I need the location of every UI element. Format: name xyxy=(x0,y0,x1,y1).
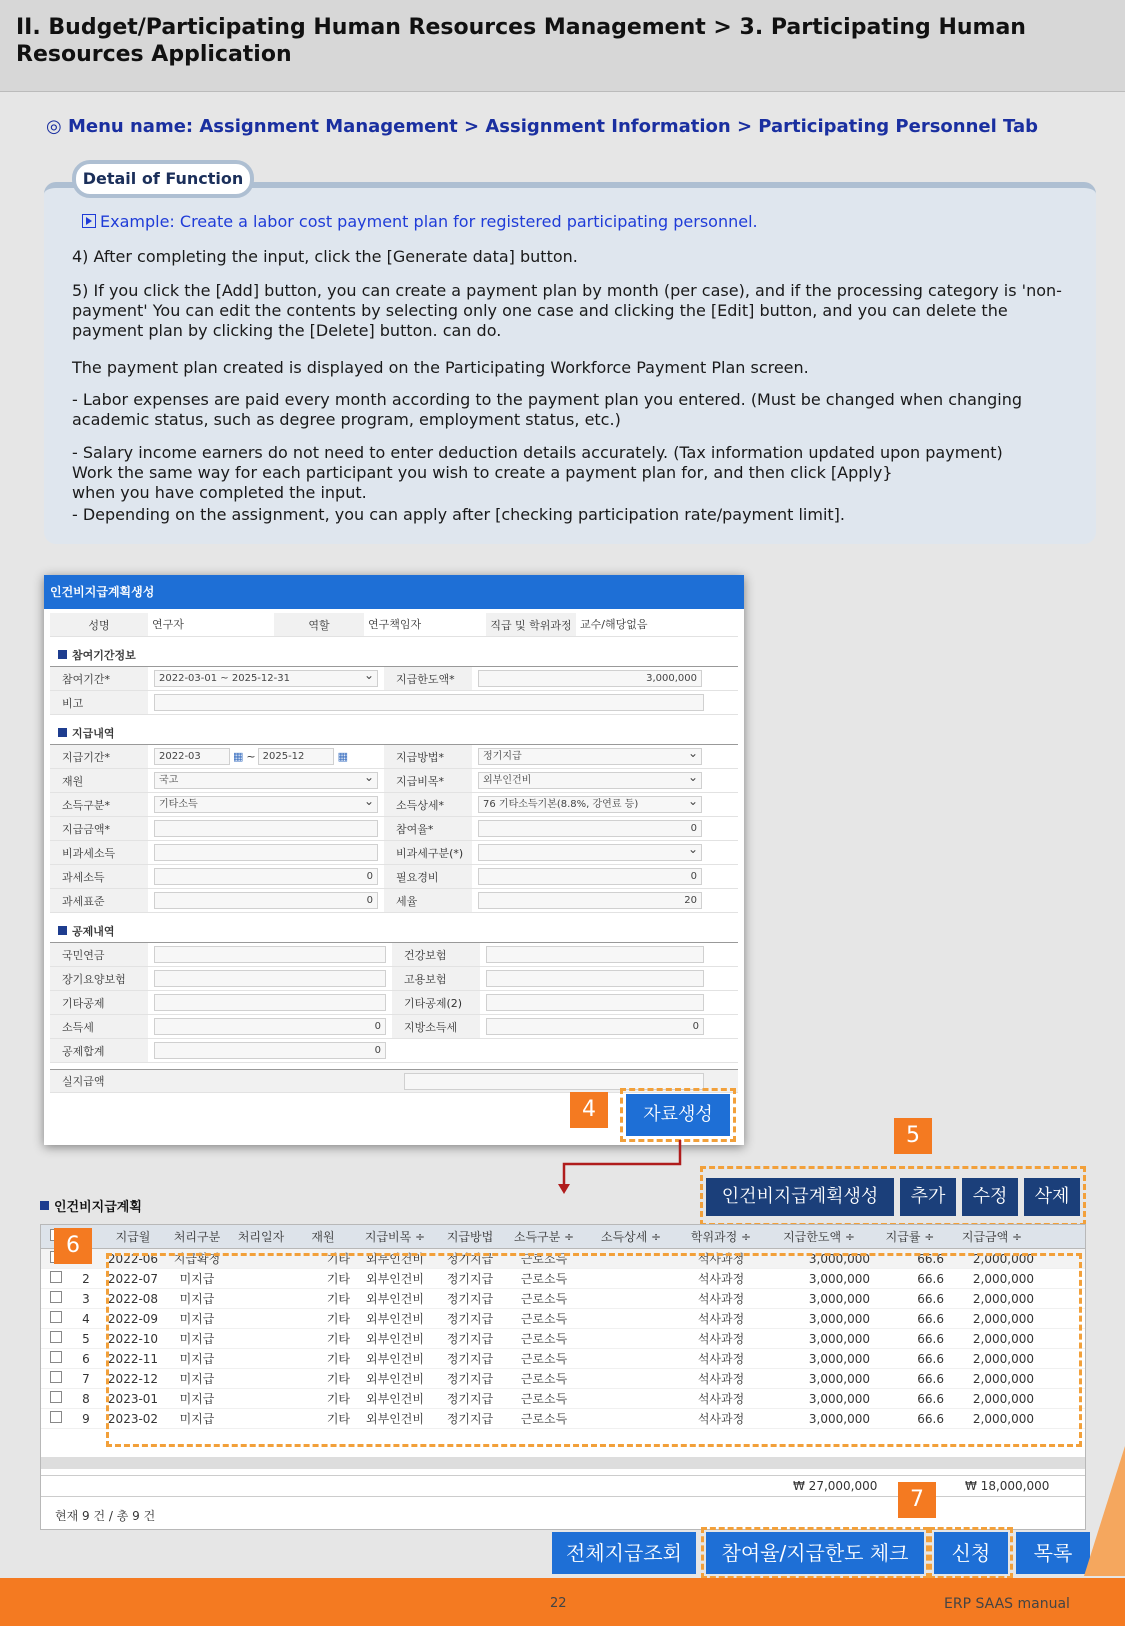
note3a-text: - Salary income earners do not need to enter deduction details accurately. (Tax information updated upon payment) xyxy=(72,443,1003,462)
pension-input[interactable] xyxy=(154,946,386,963)
checkbox-cell xyxy=(41,1351,71,1366)
employ-label: 고용보험 xyxy=(392,967,480,990)
cell-rate: 66.6 xyxy=(917,1411,944,1426)
pay-item-select[interactable]: 외부인건비 ⌄ xyxy=(478,772,702,789)
localtax-input[interactable]: 0 xyxy=(486,1018,704,1035)
cell-item: 외부인건비 xyxy=(366,1312,424,1326)
cell-item: 외부인건비 xyxy=(366,1392,424,1406)
col-income[interactable]: 소득구분 ÷ xyxy=(513,1230,575,1244)
section-period-title: 참여기간정보 xyxy=(72,648,136,662)
row-checkbox[interactable] xyxy=(50,1291,62,1303)
cell-degree: 석사과정 xyxy=(697,1292,745,1306)
row-number: 8 xyxy=(82,1391,90,1406)
cell-income: 근로소득 xyxy=(520,1252,568,1266)
taxbase-input[interactable]: 0 xyxy=(154,892,378,909)
cell-status: 미지급 xyxy=(179,1412,215,1426)
income-select[interactable]: 기타소득 ⌄ xyxy=(154,796,378,813)
cell-month: 2022-07 xyxy=(107,1271,159,1286)
add-button[interactable]: 추가 xyxy=(900,1178,956,1216)
note-label: 비고 xyxy=(50,691,148,714)
cell-method: 정기지급 xyxy=(446,1272,494,1286)
delete-button[interactable]: 삭제 xyxy=(1024,1178,1080,1216)
row-checkbox[interactable] xyxy=(50,1331,62,1343)
apply-button[interactable]: 신청 xyxy=(934,1532,1008,1574)
badge-4: 4 xyxy=(570,1092,608,1128)
cell-rate: 66.6 xyxy=(917,1391,944,1406)
amount-label: 지급금액* xyxy=(50,817,148,840)
rate-input[interactable]: 0 xyxy=(478,820,702,837)
limit-label: 지급한도액* xyxy=(384,667,472,690)
cell-status: 미지급 xyxy=(179,1392,215,1406)
cell-status: 미지급 xyxy=(179,1272,215,1286)
note4-text: - Depending on the assignment, you can apply after [checking participation rate/payment limit]. xyxy=(72,505,845,524)
generate-data-button[interactable]: 자료생성 xyxy=(626,1094,730,1136)
example-text: Example: Create a labor cost payment plan for registered participating personnel. xyxy=(100,212,758,231)
col-status[interactable]: 처리구분 xyxy=(173,1230,221,1244)
cell-item: 외부인건비 xyxy=(366,1412,424,1426)
play-icon xyxy=(82,214,96,228)
checkbox-cell xyxy=(41,1411,71,1426)
cell-income: 근로소득 xyxy=(520,1412,568,1426)
row-number: 5 xyxy=(82,1331,90,1346)
cell-method: 정기지급 xyxy=(446,1252,494,1266)
cell-fund: 기타 xyxy=(326,1372,350,1386)
total-amount: ₩ 18,000,000 xyxy=(965,1479,1050,1493)
page-header xyxy=(0,0,1125,92)
cell-limit: 3,000,000 xyxy=(808,1371,870,1386)
cell-amount: 2,000,000 xyxy=(972,1271,1034,1286)
section-payment xyxy=(50,721,738,745)
grid-title xyxy=(40,1196,142,1215)
cell-degree: 석사과정 xyxy=(697,1272,745,1286)
detail-tab: Detail of Function xyxy=(72,160,254,198)
horizontal-scrollbar[interactable] xyxy=(41,1457,1086,1469)
checkbox-cell xyxy=(41,1331,71,1346)
etc2-input[interactable] xyxy=(486,994,704,1011)
cell-method: 정기지급 xyxy=(446,1332,494,1346)
role-value: 연구책임자 xyxy=(364,613,486,636)
note3c-text: when you have completed the input. xyxy=(72,483,367,502)
cell-amount: 2,000,000 xyxy=(972,1311,1034,1326)
incometax-label: 소득세 xyxy=(50,1015,148,1038)
pay-method-select[interactable]: 정기지급 ⌄ xyxy=(478,748,702,765)
cell-item: 외부인건비 xyxy=(366,1332,424,1346)
cell-rate: 66.6 xyxy=(917,1371,944,1386)
step5-text: 5) If you click the [Add] button, you can create a payment plan by month (per case), and if the processing category is 'non-payment' You can edit the contents by selecting only one case and clicking the [Edit] button, and you can delete the payment plan by clicking the [Delete] button. can do. xyxy=(72,281,1062,340)
localtax-label: 지방소득세 xyxy=(392,1015,480,1038)
cell-item: 외부인건비 xyxy=(366,1372,424,1386)
cell-status: 지급확정 xyxy=(173,1252,221,1266)
taxrate-input[interactable]: 20 xyxy=(478,892,702,909)
cell-status: 미지급 xyxy=(179,1312,215,1326)
page-title: II. Budget/Participating Human Resources Management > 3. Participating Human Resources Application xyxy=(16,15,1026,67)
all-payment-button[interactable]: 전체지급조회 xyxy=(552,1532,696,1574)
section-icon xyxy=(58,728,67,737)
cell-income: 근로소득 xyxy=(520,1312,568,1326)
cell-fund: 기타 xyxy=(326,1392,350,1406)
cell-limit: 3,000,000 xyxy=(808,1331,870,1346)
cell-degree: 석사과정 xyxy=(697,1392,745,1406)
manual-label: ERP SAAS manual xyxy=(944,1596,1070,1612)
badge-6: 6 xyxy=(54,1228,92,1264)
pay-period-label: 지급기간* xyxy=(50,745,148,768)
cell-month: 2022-08 xyxy=(107,1291,159,1306)
cell-month: 2022-10 xyxy=(107,1331,159,1346)
cell-method: 정기지급 xyxy=(446,1412,494,1426)
expense-input[interactable]: 0 xyxy=(478,868,702,885)
cell-month: 2023-01 xyxy=(107,1391,159,1406)
cell-rate: 66.6 xyxy=(917,1291,944,1306)
grid-title-text: 인건비지급계획 xyxy=(54,1200,142,1215)
checkbox-cell xyxy=(41,1311,71,1326)
cell-month: 2022-09 xyxy=(107,1311,159,1326)
cell-item: 외부인건비 xyxy=(366,1292,424,1306)
pay-method-label: 지급방법* xyxy=(384,745,472,768)
cell-income: 근로소득 xyxy=(520,1372,568,1386)
example-line xyxy=(72,212,1072,232)
cell-fund: 기타 xyxy=(326,1272,350,1286)
pay-to-input[interactable]: 2025-12 xyxy=(258,748,334,765)
fund-label: 재원 xyxy=(50,769,148,792)
section-period xyxy=(50,643,738,667)
row-number: 7 xyxy=(82,1371,90,1386)
nontax-input[interactable] xyxy=(154,844,378,861)
cell-income: 근로소득 xyxy=(520,1392,568,1406)
page-number: 22 xyxy=(550,1596,567,1611)
ltc-input[interactable] xyxy=(154,970,386,987)
col-fund[interactable]: 재원 xyxy=(311,1230,335,1244)
amount-input[interactable] xyxy=(154,820,378,837)
health-label: 건강보험 xyxy=(392,943,480,966)
cell-fund: 기타 xyxy=(326,1312,350,1326)
cell-item: 외부인건비 xyxy=(366,1352,424,1366)
cell-limit: 3,000,000 xyxy=(808,1291,870,1306)
cell-degree: 석사과정 xyxy=(697,1252,745,1266)
step4-text: 4) After completing the input, click the [Generate data] button. xyxy=(72,247,578,266)
row-number: 6 xyxy=(82,1351,90,1366)
fund-select[interactable]: 국고 ⌄ xyxy=(154,772,378,789)
income-detail-label: 소득상세* xyxy=(384,793,472,816)
position-label: 직급 및 학위과정 xyxy=(490,618,572,632)
incometax-input[interactable]: 0 xyxy=(154,1018,386,1035)
col-month[interactable]: 지급월 xyxy=(115,1230,151,1244)
expense-label: 필요경비 xyxy=(384,865,472,888)
cell-fund: 기타 xyxy=(326,1252,350,1266)
cell-month: 2022-11 xyxy=(107,1351,159,1366)
etc2-label: 기타공제(2) xyxy=(392,991,480,1014)
cell-method: 정기지급 xyxy=(446,1372,494,1386)
income-detail-select[interactable]: 76 기타소득기본(8.8%, 강연료 등) ⌄ xyxy=(478,796,702,813)
checkbox-cell xyxy=(41,1291,71,1306)
cell-method: 정기지급 xyxy=(446,1312,494,1326)
name-value: 연구자 xyxy=(148,613,274,636)
pay-item-label: 지급비목* xyxy=(384,769,472,792)
create-plan-button[interactable]: 인건비지급계획생성 xyxy=(706,1178,894,1216)
taxable-input[interactable]: 0 xyxy=(154,868,378,885)
col-amount[interactable]: 지급금액 ÷ xyxy=(961,1230,1023,1244)
cell-month: 2022-06 xyxy=(107,1251,159,1266)
nontax-type-label: 비과세구분(*) xyxy=(384,841,472,864)
row-checkbox[interactable] xyxy=(50,1351,62,1363)
cell-amount: 2,000,000 xyxy=(972,1291,1034,1306)
etc-label: 기타공제 xyxy=(50,991,148,1014)
employ-input[interactable] xyxy=(486,970,704,987)
row-checkbox[interactable] xyxy=(50,1411,62,1423)
cell-status: 미지급 xyxy=(179,1372,215,1386)
net-label: 실지급액 xyxy=(50,1070,148,1092)
cell-degree: 석사과정 xyxy=(697,1352,745,1366)
taxrate-label: 세율 xyxy=(384,889,472,912)
row-checkbox[interactable] xyxy=(50,1371,62,1383)
check-rate-limit-button[interactable]: 참여율/지급한도 체크 xyxy=(706,1532,924,1574)
cell-method: 정기지급 xyxy=(446,1352,494,1366)
cell-fund: 기타 xyxy=(326,1412,350,1426)
cell-degree: 석사과정 xyxy=(697,1372,745,1386)
col-rate[interactable]: 지급률 ÷ xyxy=(885,1230,935,1244)
nontax-type-select[interactable] xyxy=(478,844,702,861)
cell-month: 2023-02 xyxy=(107,1411,159,1426)
taxable-label: 과세소득 xyxy=(50,865,148,888)
note3b-text: Work the same way for each participant you wish to create a payment plan for, and then click [Apply} xyxy=(72,463,893,482)
deduct-total-label: 공제합계 xyxy=(50,1039,148,1062)
cell-method: 정기지급 xyxy=(446,1292,494,1306)
cell-item: 외부인건비 xyxy=(366,1252,424,1266)
cell-limit: 3,000,000 xyxy=(808,1251,870,1266)
nontax-label: 비과세소득 xyxy=(50,841,148,864)
cell-amount: 2,000,000 xyxy=(972,1331,1034,1346)
arrow-icon xyxy=(556,1138,686,1198)
decorative-wedge xyxy=(1084,1446,1125,1576)
note-input[interactable] xyxy=(154,694,704,711)
menu-name: ◎ Menu name: Assignment Management > Assignment Information > Participating Personnel Tab xyxy=(46,116,1039,137)
taxbase-label: 과세표준 xyxy=(50,889,148,912)
limit-input[interactable]: 3,000,000 xyxy=(478,670,702,687)
cell-limit: 3,000,000 xyxy=(808,1351,870,1366)
cell-degree: 석사과정 xyxy=(697,1312,745,1326)
note1-text: The payment plan created is displayed on the Participating Workforce Payment Plan screen. xyxy=(72,358,809,377)
cell-method: 정기지급 xyxy=(446,1392,494,1406)
cell-status: 미지급 xyxy=(179,1352,215,1366)
cell-income: 근로소득 xyxy=(520,1332,568,1346)
row-number: 2 xyxy=(82,1271,90,1286)
cell-income: 근로소득 xyxy=(520,1292,568,1306)
name-label: 성명 xyxy=(88,618,110,632)
income-label: 소득구분* xyxy=(50,793,148,816)
role-label: 역할 xyxy=(308,618,330,632)
cell-amount: 2,000,000 xyxy=(972,1411,1034,1426)
list-button[interactable]: 목록 xyxy=(1016,1532,1090,1574)
calendar-icon[interactable]: ▦ xyxy=(337,750,349,763)
tilde: ~ xyxy=(246,750,256,763)
cell-limit: 3,000,000 xyxy=(808,1391,870,1406)
cell-amount: 2,000,000 xyxy=(972,1371,1034,1386)
rows-highlight xyxy=(106,1253,1082,1447)
calendar-icon[interactable]: ▦ xyxy=(233,750,244,763)
cell-fund: 기타 xyxy=(326,1332,350,1346)
cell-rate: 66.6 xyxy=(917,1251,944,1266)
position-value: 교수/해당없음 xyxy=(576,613,738,636)
cell-income: 근로소득 xyxy=(520,1352,568,1366)
cell-status: 미지급 xyxy=(179,1292,215,1306)
ltc-label: 장기요양보험 xyxy=(50,967,148,990)
health-input[interactable] xyxy=(486,946,704,963)
net-input[interactable] xyxy=(404,1073,704,1090)
total-limit: ₩ 27,000,000 xyxy=(793,1479,878,1493)
cell-status: 미지급 xyxy=(179,1332,215,1346)
grid-header xyxy=(41,1225,1085,1249)
section-icon xyxy=(58,926,67,935)
edit-button[interactable]: 수정 xyxy=(962,1178,1018,1216)
col-method[interactable]: 지급방법 xyxy=(446,1230,494,1244)
col-item[interactable]: 지급비목 ÷ xyxy=(364,1230,426,1244)
cell-degree: 석사과정 xyxy=(697,1332,745,1346)
record-count: 현재 9 건 / 총 9 건 xyxy=(55,1509,156,1523)
pay-from-input[interactable]: 2022-03 xyxy=(154,748,230,765)
badge-5: 5 xyxy=(894,1118,932,1154)
cell-fund: 기타 xyxy=(326,1292,350,1306)
cell-limit: 3,000,000 xyxy=(808,1311,870,1326)
cell-rate: 66.6 xyxy=(917,1311,944,1326)
checkbox-cell xyxy=(41,1271,71,1286)
col-income-detail[interactable]: 소득상세 ÷ xyxy=(600,1230,662,1244)
row-number: 9 xyxy=(82,1411,90,1426)
form-title: 인건비지급계획생성 xyxy=(44,575,744,609)
period-label: 참여기간* xyxy=(50,667,148,690)
row-checkbox[interactable] xyxy=(50,1311,62,1323)
cell-fund: 기타 xyxy=(326,1352,350,1366)
cell-item: 외부인건비 xyxy=(366,1272,424,1286)
section-payment-title: 지급내역 xyxy=(72,726,115,740)
cell-income: 근로소득 xyxy=(520,1272,568,1286)
row-checkbox[interactable] xyxy=(50,1271,62,1283)
section-icon xyxy=(40,1201,49,1210)
section-icon xyxy=(58,650,67,659)
etc-input[interactable] xyxy=(154,994,386,1011)
period-select[interactable]: 2022-03-01 ~ 2025-12-31 ⌄ xyxy=(154,670,378,687)
col-limit[interactable]: 지급한도액 ÷ xyxy=(783,1230,855,1244)
section-deduction xyxy=(50,919,738,943)
section-deduction-title: 공제내역 xyxy=(72,924,115,938)
cell-amount: 2,000,000 xyxy=(972,1351,1034,1366)
payment-plan-form xyxy=(44,575,744,1145)
pension-label: 국민연금 xyxy=(50,943,148,966)
checkbox-cell xyxy=(41,1391,71,1406)
cell-month: 2022-12 xyxy=(107,1371,159,1386)
row-number: 4 xyxy=(82,1311,90,1326)
cell-amount: 2,000,000 xyxy=(972,1391,1034,1406)
cell-rate: 66.6 xyxy=(917,1351,944,1366)
deduct-total-input[interactable]: 0 xyxy=(154,1042,386,1059)
checkbox-cell xyxy=(41,1371,71,1386)
row-checkbox[interactable] xyxy=(50,1391,62,1403)
cell-rate: 66.6 xyxy=(917,1271,944,1286)
cell-limit: 3,000,000 xyxy=(808,1271,870,1286)
badge-7: 7 xyxy=(898,1482,936,1518)
col-date[interactable]: 처리일자 xyxy=(237,1230,285,1244)
cell-limit: 3,000,000 xyxy=(808,1411,870,1426)
cell-degree: 석사과정 xyxy=(697,1412,745,1426)
row-number: 3 xyxy=(82,1291,90,1306)
note2-text: - Labor expenses are paid every month according to the payment plan you entered. (Must be changed when changing academic status, such as degree program, employment status, etc.) xyxy=(72,390,1022,429)
cell-amount: 2,000,000 xyxy=(972,1251,1034,1266)
cell-rate: 66.6 xyxy=(917,1331,944,1346)
col-degree[interactable]: 학위과정 ÷ xyxy=(690,1230,752,1244)
rate-label: 참여율* xyxy=(384,817,472,840)
